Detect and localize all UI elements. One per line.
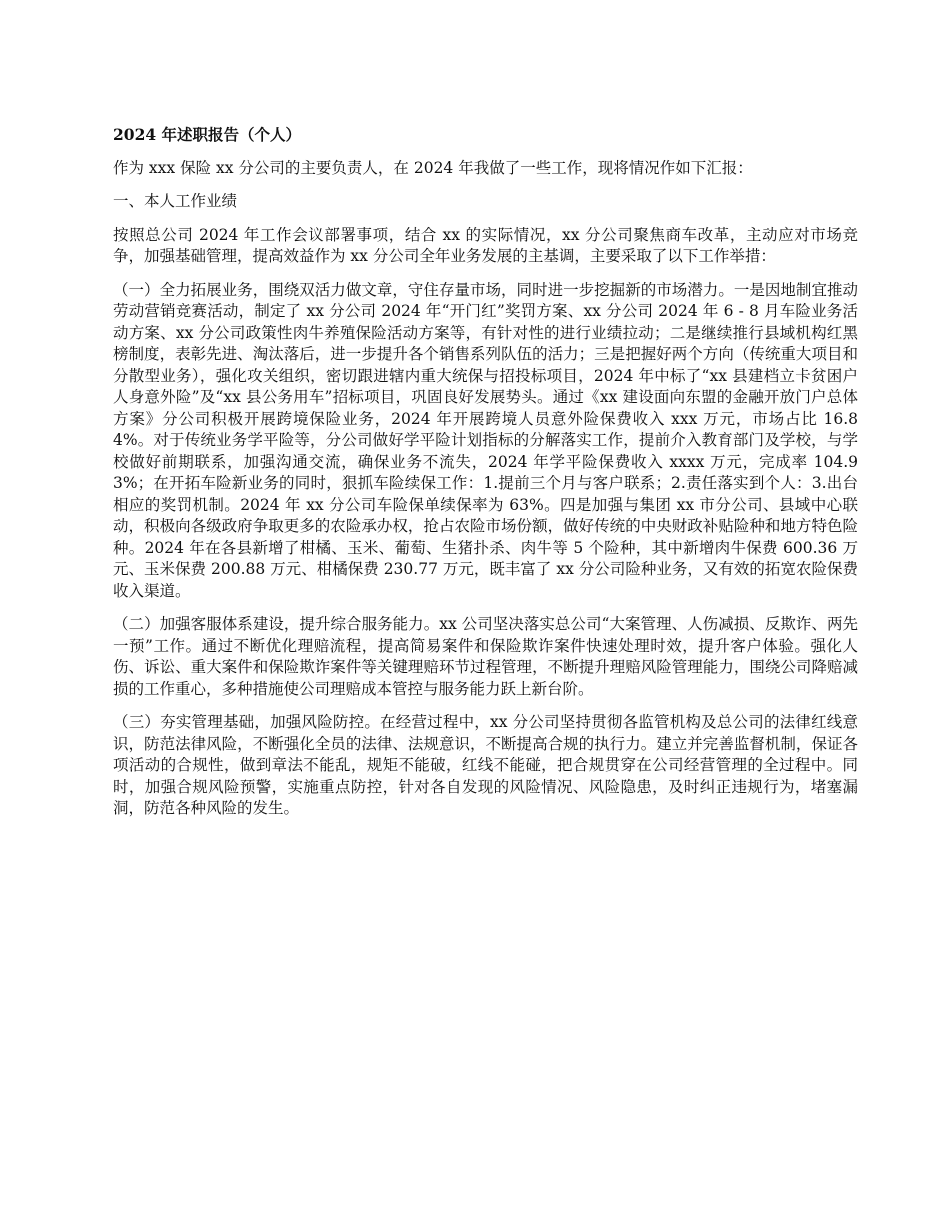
document-title: 2024 年述职报告（个人） xyxy=(113,125,302,144)
business-expansion-paragraph: （一）全力拓展业务，围绕双活力做文章，守住存量市场，同时进一步挖掘新的市场潜力。一是因地制宜推动劳动营销竞赛活动，制定了 xx 分公司 2024 年“开门红”奖罚方案、xx 分公司 2024 年 6 - 8 月车险业务活动方案、xx 分公司政策性肉牛养殖保险活动方案等，有针对性的进行业绩拉动；二是继续推行县域机构红黑榜制度，表彰先进、淘汰落后，进一步提升各个销售系列队伍的活力；三是把握好两个方向（传统重大项目和分散型业务），强化攻关组织，密切跟进辖内重大统保与招投标项目，2024 年中标了“xx 县建档立卡贫困户人身意外险”及“xx 县公务用车”招标项目，巩固良好发展势头。通过《xx 建设面向东盟的金融开放门户总体方案》分公司积极开展跨境保险业务，2024 年开展跨境人员意外险保费收入 xxx 万元，市场占比 16.84%。对于传统业务学平险等，分公司做好学平险计划指标的分解落实工作，提前介入教育部门及学校，与学校做好前期联系，加强沟通交流，确保业务不流失，2024 年学平险保费收入 xxxx 万元，完成率 104.93%；在开拓车险新业务的同时，狠抓车险续保工作：1.提前三个月与客户联系；2.责任落实到个人：3.出台相应的奖罚机制。2024 年 xx 分公司车险保单续保率为 63%。四是加强与集团 xx 市分公司、县域中心联动，积极向各级政府争取更多的农险承办权，抢占农险市场份额，做好传统的中央财政补贴险种和地方特色险种。2024 年在各县新增了柑橘、玉米、葡萄、生猪扑杀、肉牛等 5 个险种，其中新增肉牛保费 600.36 万元、玉米保费 200.88 万元、柑橘保费 230.77 万元，既丰富了 xx 分公司险种业务，又有效的拓宽农险保费收入渠道。 xyxy=(113,280,858,600)
section-heading: 一、本人工作业绩 xyxy=(113,192,238,210)
customer-service-paragraph: （二）加强客服体系建设，提升综合服务能力。xx 公司坚决落实总公司“大案管理、人伤减损、反欺诈、两先一预”工作。通过不断优化理赔流程，提高简易案件和保险欺诈案件快速处理时效，提升客户体验。强化人伤、诉讼、重大案件和保险欺诈案件等关键理赔环节过程管理，不断提升理赔风险管理能力，围绕公司降赔减损的工作重心，多种措施使公司理赔成本管控与服务能力跃上新台阶。 xyxy=(113,615,858,698)
risk-control-paragraph: （三）夯实管理基础，加强风险防控。在经营过程中，xx 分公司坚持贯彻各监管机构及总公司的法律红线意识，防范法律风险，不断强化全员的法律、法规意识，不断提高合规的执行力。建立并完善监督机制，保证各项活动的合规性，做到章法不能乱，规矩不能破，红线不能碰，把合规贯穿在公司经营管理的全过程中。同时，加强合规风险预警，实施重点防控，针对各自发现的风险情况、风险隐患，及时纠正违规行为，堵塞漏洞，防范各种风险的发生。 xyxy=(113,713,858,817)
document-page xyxy=(113,124,858,832)
overview-paragraph: 按照总公司 2024 年工作会议部署事项，结合 xx 的实际情况，xx 分公司聚焦商车改革，主动应对市场竞争，加强基础管理，提高效益作为 xx 分公司全年业务发展的主基调，主要采取了以下工作举措： xyxy=(113,225,858,265)
intro-paragraph: 作为 xxx 保险 xx 分公司的主要负责人，在 2024 年我做了一些工作，现将情况作如下汇报： xyxy=(113,158,753,177)
